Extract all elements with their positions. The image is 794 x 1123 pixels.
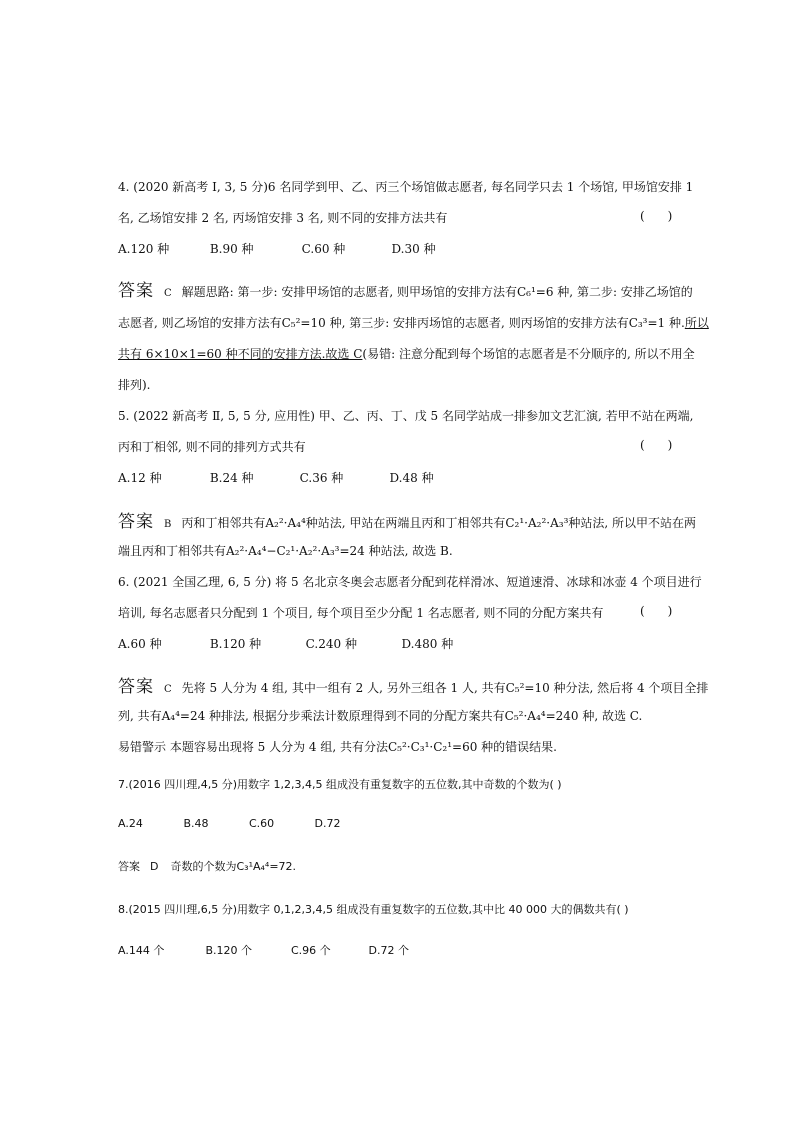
q5-option-b: B.24 种 — [209, 471, 254, 485]
q6-stem-line1: 6. (2021 全国乙理, 6, 5 分) 将 5 名北京冬奥会志愿者分配到花样滑冰、短道速滑、冰球和冰壶 4 个项目进行 — [118, 575, 702, 589]
q5-option-c: C.36 种 — [299, 471, 344, 485]
q4-stem-line2: 名, 乙场馆安排 2 名, 丙场馆安排 3 名, 则不同的安排方法共有 — [118, 211, 448, 225]
q4-answer-label: 答案 — [118, 281, 154, 301]
q8-option-d: D.72 个 — [368, 944, 409, 957]
q7-answer-letter: D — [150, 860, 159, 873]
q5-answer-label: 答案 — [118, 512, 154, 532]
q7-option-c: C.60 — [249, 817, 275, 830]
q6-answer-label: 答案 — [118, 677, 154, 697]
q6-solution-text-1: 先将 5 人分为 4 组, 其中一组有 2 人, 另外三组各 1 人, 共有C₅²=10 种分法, 然后将 4 个项目全排 — [181, 681, 709, 695]
q4-solution-text-3b: (易错: 注意分配到每个场馆的志愿者是不分顺序的, 所以不用全 — [362, 347, 695, 361]
q4-option-c: C.60 种 — [301, 242, 346, 256]
q7-option-a: A.24 — [118, 817, 143, 830]
q8-options — [118, 942, 409, 958]
q6-option-d: D.480 种 — [401, 637, 454, 651]
q4-solution-line1 — [118, 276, 693, 301]
q5-solution-line1 — [118, 507, 696, 532]
q5-option-a: A.12 种 — [118, 471, 162, 485]
q7-solution-line1 — [118, 858, 296, 874]
q6-answer-paren: ( ) — [640, 604, 673, 618]
q5-stem-line1: 5. (2022 新高考 Ⅱ, 5, 5 分, 应用性) 甲、乙、丙、丁、戊 5 名同学站成一排参加文艺汇演, 若甲不站在两端, — [118, 409, 694, 423]
q4-solution-text-3a: 共有 6×10×1=60 种不同的安排方法.故选 C — [118, 347, 363, 361]
q5-options — [118, 469, 434, 486]
q5-solution-line2: 端且丙和丁相邻共有A₂²·A₄⁴−C₂¹·A₂²·A₃³=24 种站法, 故选 B. — [118, 544, 453, 558]
q4-option-d: D.30 种 — [391, 242, 436, 256]
q6-answer-letter: C — [164, 684, 172, 695]
q4-solution-text-2a: 志愿者, 则乙场馆的安排方法有C₅²=10 种, 第三步: 安排丙场馆的志愿者, 则丙场馆的安排方法有C₃³=1 种. — [118, 316, 685, 330]
q6-option-c: C.240 种 — [305, 637, 357, 651]
q7-answer-label: 答案 — [118, 860, 140, 873]
q4-solution-line3 — [118, 345, 695, 362]
q6-stem-line2: 培训, 每名志愿者只分配到 1 个项目, 每个项目至少分配 1 名志愿者, 则不同的分配方案共有 — [118, 606, 604, 620]
q4-answer-paren: ( ) — [640, 209, 673, 223]
q4-option-a: A.120 种 — [118, 242, 170, 256]
q7-option-b: B.48 — [183, 817, 209, 830]
q7-option-d: D.72 — [314, 817, 341, 830]
q4-stem-line1: 4. (2020 新高考 Ⅰ, 3, 5 分)6 名同学到甲、乙、丙三个场馆做志愿者, 每名同学只去 1 个场馆, 甲场馆安排 1 — [118, 180, 694, 194]
q6-option-b: B.120 种 — [209, 637, 262, 651]
q5-option-d: D.48 种 — [389, 471, 434, 485]
q4-solution-line4: 排列). — [118, 378, 151, 392]
q5-stem-line2: 丙和丁相邻, 则不同的排列方式共有 — [118, 440, 306, 454]
q7-options — [118, 817, 340, 830]
q7-solution-text-1: 奇数的个数为C₃¹A₄⁴=72. — [170, 860, 297, 873]
q5-answer-letter: B — [164, 519, 172, 530]
q4-answer-letter: C — [164, 288, 172, 299]
q4-solution-text-1: 解题思路: 第一步: 安排甲场馆的志愿者, 则甲场馆的安排方法有C₆¹=6 种, 第二步: 安排乙场馆的 — [181, 285, 693, 299]
q8-option-a: A.144 个 — [118, 944, 165, 957]
q5-answer-paren: ( ) — [640, 438, 673, 452]
q8-stem-line1: 8.(2015 四川理,6,5 分)用数字 0,1,2,3,4,5 组成没有重复数字的五位数,其中比 40 000 大的偶数共有( ) — [118, 903, 629, 916]
q7-stem-line1: 7.(2016 四川理,4,5 分)用数字 1,2,3,4,5 组成没有重复数字的五位数,其中奇数的个数为( ) — [118, 778, 562, 791]
q4-option-b: B.90 种 — [209, 242, 254, 256]
q6-options — [118, 635, 453, 652]
q6-solution-line2: 列, 共有A₄⁴=24 种排法, 根据分步乘法计数原理得到不同的分配方案共有C₅²·A₄⁴=240 种, 故选 C. — [118, 709, 643, 723]
q4-solution-line2 — [118, 314, 709, 331]
q6-option-a: A.60 种 — [118, 637, 162, 651]
q6-error-warning: 易错警示 本题容易出现将 5 人分为 4 组, 共有分法C₅²·C₃¹·C₂¹=60 种的错误结果. — [118, 740, 557, 754]
q8-option-b: B.120 个 — [205, 944, 253, 957]
q4-solution-text-2b: 所以 — [684, 316, 709, 330]
q6-solution-line1 — [118, 672, 708, 697]
q4-options — [118, 240, 436, 257]
q8-option-c: C.96 个 — [291, 944, 331, 957]
q5-solution-text-1: 丙和丁相邻共有A₂²·A₄⁴种站法, 甲站在两端且丙和丁相邻共有C₂¹·A₂²·A₃³种站法, 所以甲不站在两 — [181, 516, 697, 530]
